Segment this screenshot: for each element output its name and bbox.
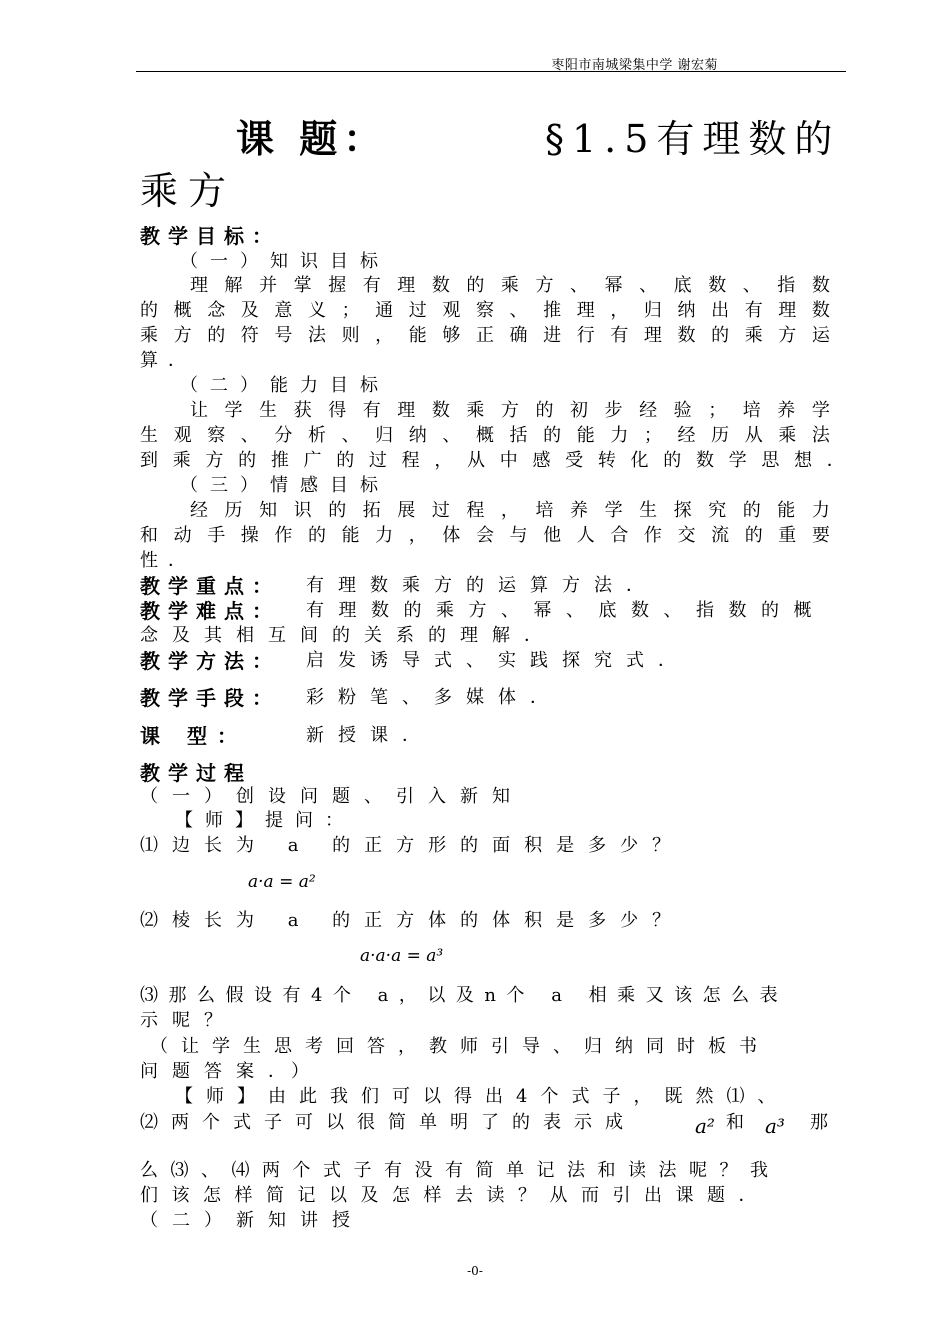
ability-goal-line: 到 乘 方 的 推 广 的 过 程 ， 从 中 感 受 转 化 的 数 学 思 想 ．	[140, 450, 845, 471]
formula-square: a·a = a²	[248, 872, 316, 892]
ability-goal-line: 让 学 生 获 得 有 理 数 乘 方 的 初 步 经 验 ； 培 养 学	[190, 400, 830, 421]
key-point-label: 教学重点：	[140, 574, 280, 598]
means-label: 教学手段：	[140, 686, 280, 710]
question-2: ⑵棱长为 a 的正方体的体积是多少？	[140, 910, 685, 931]
teacher-summary-line: 们该怎样简记以及怎样去读？从而引出课题．	[140, 1185, 770, 1206]
ability-goal-line: 生 观 察 、 分 析 、 归 纳 、 概 括 的 能 力 ； 经 历 从 乘 法	[140, 425, 830, 446]
teacher-question-label: 【师】提问：	[175, 810, 355, 831]
question-3: ⑶那么假设有4个 a，以及n个 a 相乘又该怎么表	[140, 985, 789, 1006]
method-label: 教学方法：	[140, 649, 280, 673]
question-1: ⑴边长为 a 的正方形的面积是多少？	[140, 835, 685, 856]
lesson-type-text: 新授课．	[306, 725, 434, 746]
difficulty-text-cont: 念及其相互间的关系的理解．	[140, 625, 556, 646]
emotion-goal-line: 和 动 手 操 作 的 能 力 ， 体 会 与 他 人 合 作 交 流 的 重 要	[140, 525, 830, 546]
ability-goal-title: （二）能力目标	[180, 375, 390, 396]
question-3-cont: 示呢？	[140, 1010, 236, 1031]
power-a-squared: a²	[695, 1114, 715, 1138]
section-two-title: （二）新知讲授	[140, 1210, 364, 1231]
knowledge-goal-line: 理 解 并 掌 握 有 理 数 的 乘 方 、 幂 、 底 数 、 指 数	[190, 275, 830, 296]
knowledge-goal-line: 的 概 念 及 意 义 ； 通 过 观 察 、 推 理 ， 归 纳 出 有 理 数	[140, 300, 830, 321]
teacher-summary-cont: ⑵两个式子可以很简单明了的表示成	[140, 1112, 636, 1133]
emotion-goal-title: （三）情感目标	[180, 475, 390, 496]
means-text: 彩粉笔、多媒体．	[306, 687, 562, 708]
section-one-title: （一）创设问题、引入新知	[140, 786, 524, 807]
title-continuation: 乘方	[140, 169, 237, 213]
header-text: 枣阳市南城梁集中学 谢宏菊	[551, 58, 718, 73]
teacher-note: （让学生思考回答，教师引导、归纳同时板书	[150, 1036, 770, 1057]
method-text: 启发诱导式、实践探究式．	[306, 650, 690, 671]
page-number: -0-	[467, 1264, 483, 1278]
teacher-summary-line: 么⑶、⑷两个式子有没有简单记法和读法呢？我	[140, 1160, 781, 1181]
goals-heading: 教学目标：	[140, 224, 280, 248]
and-word: 和	[726, 1112, 744, 1133]
power-a-cubed: a³	[765, 1114, 785, 1138]
process-heading: 教学过程	[140, 761, 252, 785]
teacher-summary-end: 那	[810, 1112, 828, 1133]
difficulty-label: 教学难点：	[140, 599, 280, 623]
knowledge-goal-line: 乘 方 的 符 号 法 则 ， 能 够 正 确 进 行 有 理 数 的 乘 方 运	[140, 325, 830, 346]
title-label: 课 题：	[236, 116, 388, 161]
formula-cube: a·a·a = a³	[360, 946, 444, 966]
difficulty-text: 有理数的乘方、幂、底数、指数的概	[306, 600, 826, 621]
knowledge-goal-title: （一）知识目标	[180, 251, 390, 272]
teacher-summary: 【师】由此我们可以得出4个式子，既然⑴、	[175, 1086, 789, 1107]
emotion-goal-line: 性．	[140, 550, 196, 571]
lesson-type-label: 课 型：	[140, 724, 247, 748]
header-divider	[136, 71, 846, 72]
teacher-note-cont: 问题答案．）	[140, 1061, 323, 1082]
key-point-text: 有理数乘方的运算方法．	[306, 575, 658, 596]
title-main: §1.5有理数的	[545, 117, 841, 161]
knowledge-goal-line: 算．	[140, 350, 196, 371]
emotion-goal-line: 经 历 知 识 的 拓 展 过 程 ， 培 养 学 生 探 究 的 能 力	[190, 500, 830, 521]
